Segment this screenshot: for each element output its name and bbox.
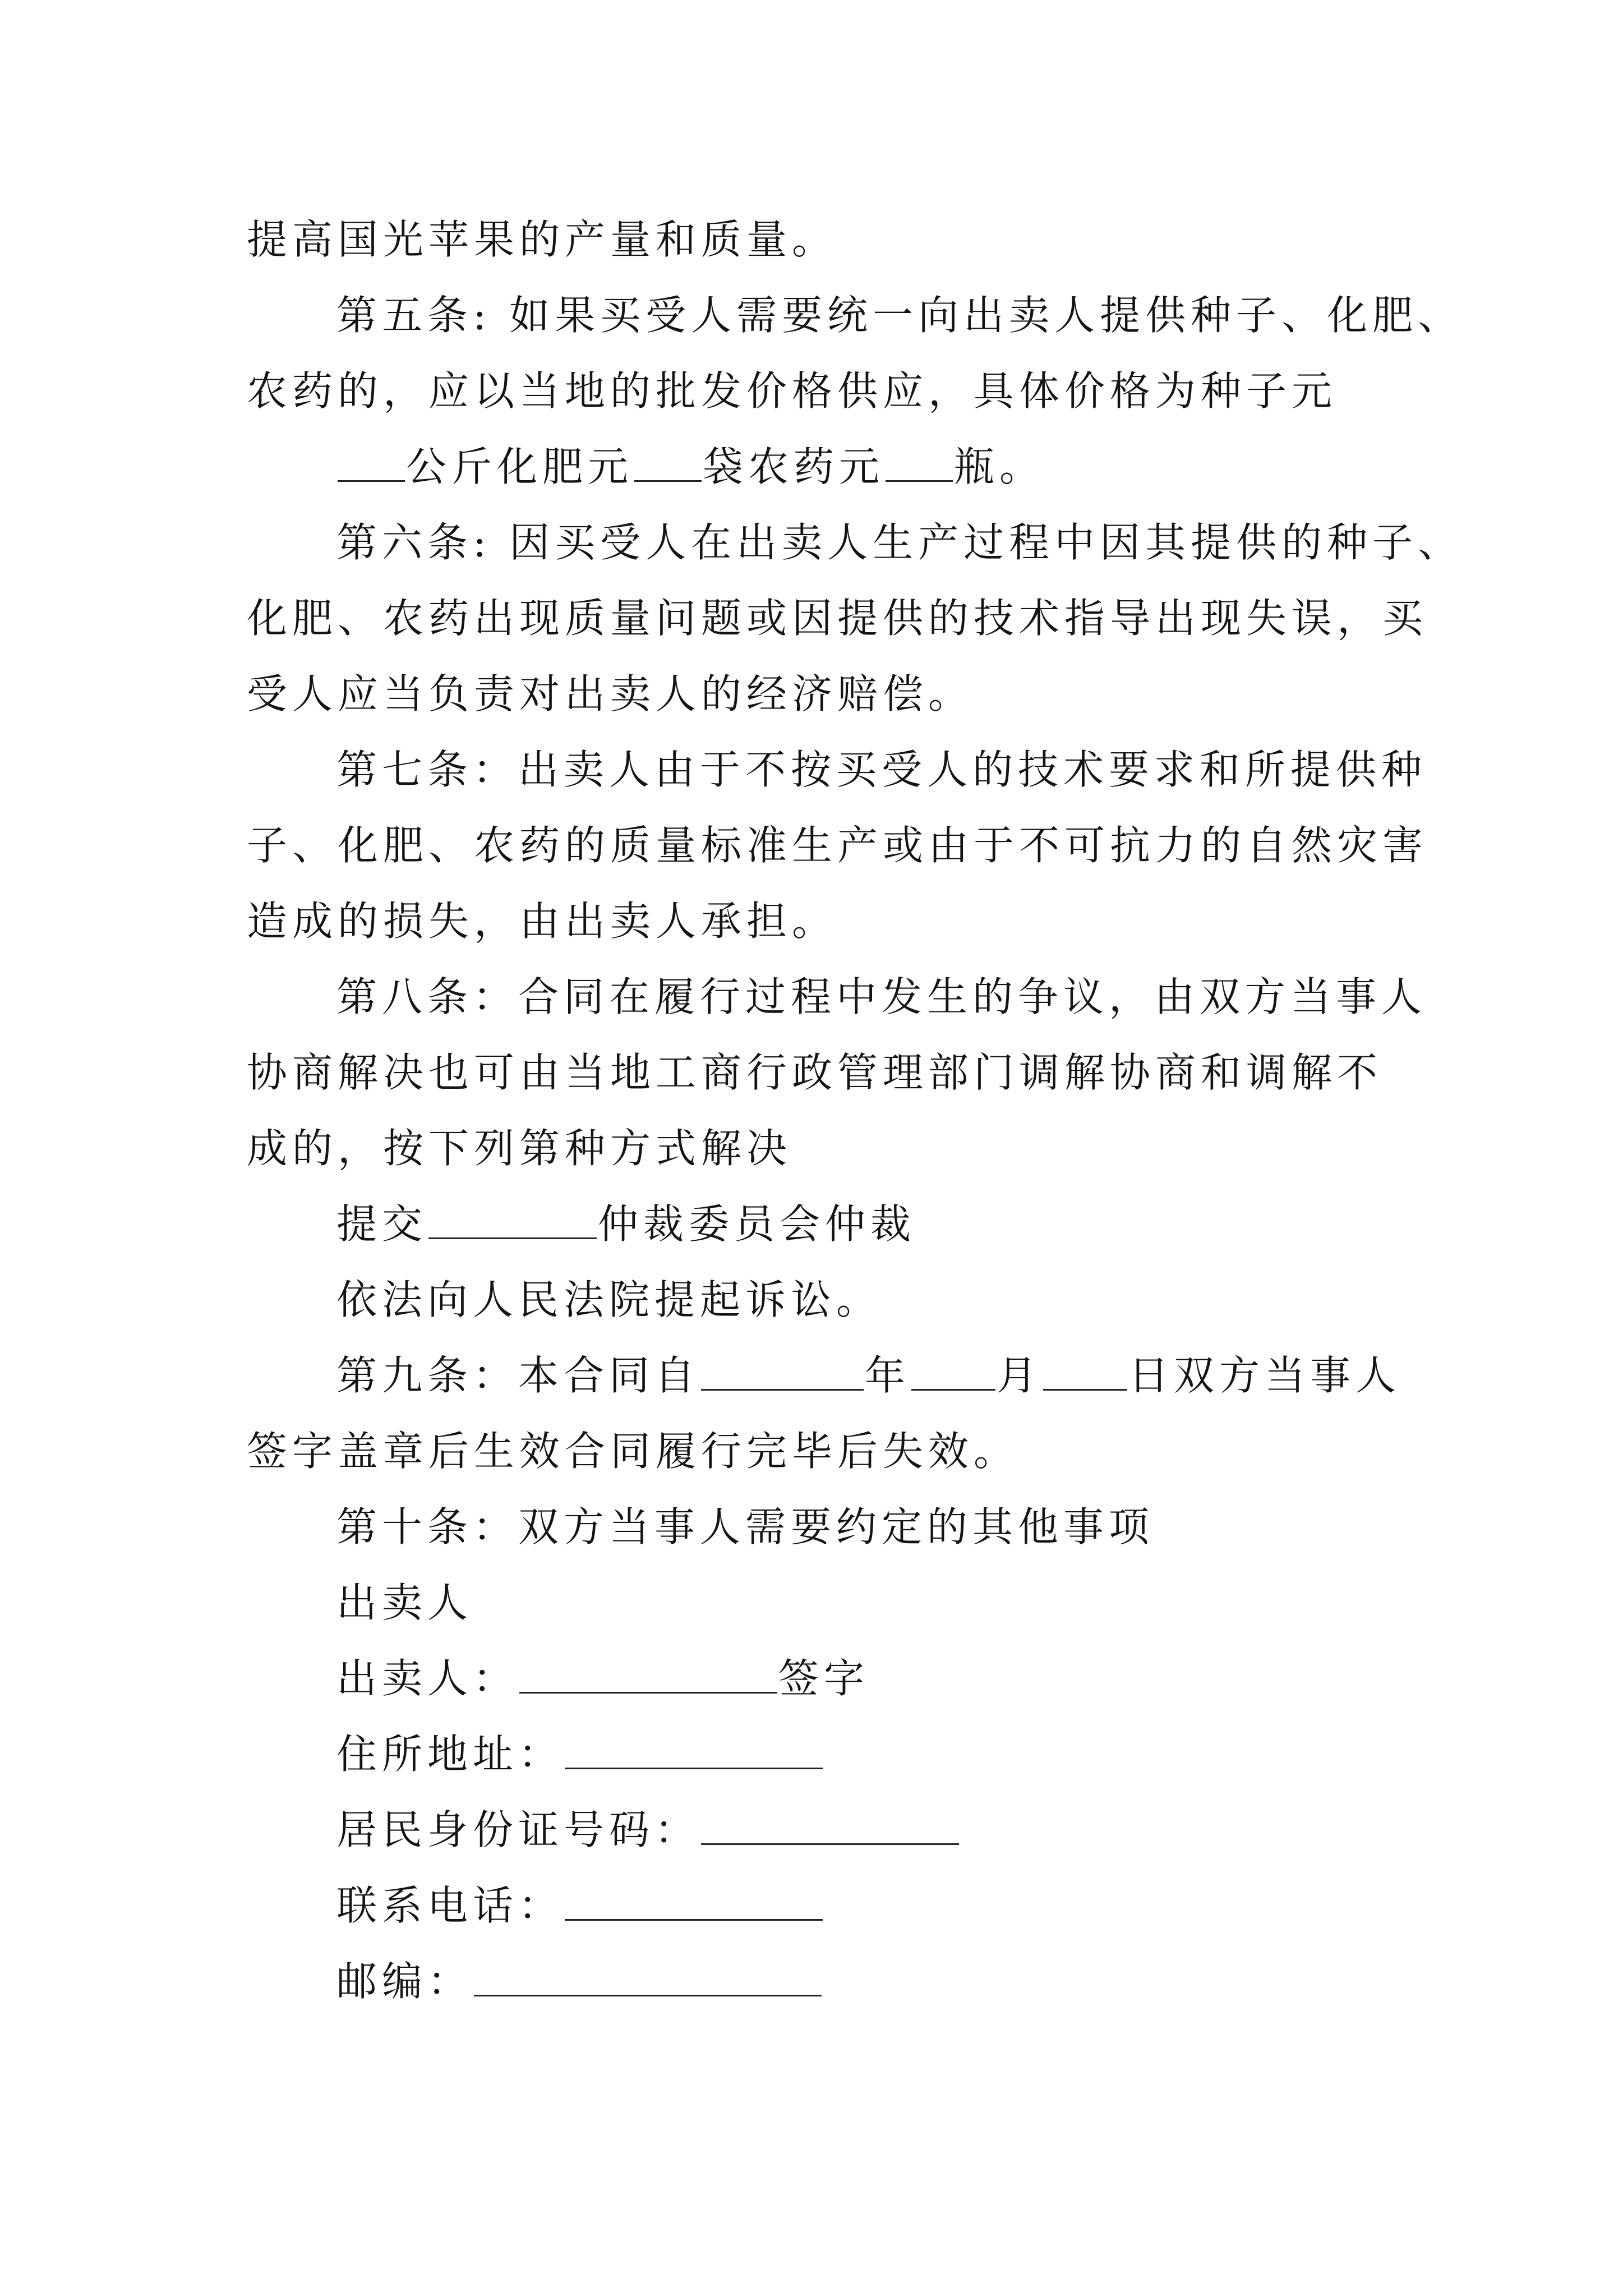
paragraph-line bbox=[247, 890, 837, 952]
paragraph-line bbox=[247, 1042, 1382, 1103]
blank-field bbox=[565, 1881, 823, 1921]
text: 公斤化肥元 bbox=[406, 443, 634, 490]
lawsuit-line bbox=[336, 1269, 882, 1331]
text: 袋农药元 bbox=[703, 443, 885, 490]
blank-field bbox=[474, 1957, 822, 1996]
text: 出卖人 bbox=[336, 1579, 473, 1626]
seller-heading bbox=[336, 1572, 473, 1634]
text: 化肥、农药出现质量问题或因提供的技术指导出现失误，买 bbox=[247, 595, 1428, 642]
blank-field bbox=[1043, 1351, 1127, 1391]
text: 第五条: 如果买受人需要统一向出卖人提供种子、化肥、 bbox=[336, 292, 1464, 339]
article-6-line bbox=[336, 512, 1463, 573]
paragraph-line bbox=[336, 436, 1045, 498]
blank-field bbox=[701, 1805, 959, 1845]
text: 第七条：出卖人由于不按买受人的技术要求和所提供种 bbox=[336, 746, 1427, 793]
text: 农药的，应以当地的批发价格供应，具体价格为种子元 bbox=[247, 367, 1338, 415]
address-line bbox=[336, 1723, 824, 1785]
text: 受人应当负责对出卖人的经济赔偿。 bbox=[247, 670, 974, 717]
blank-field bbox=[886, 442, 953, 482]
text: 年 bbox=[865, 1352, 911, 1399]
blank-field bbox=[428, 1199, 597, 1239]
blank-field bbox=[338, 442, 405, 482]
text: 第六条: 因买受人在出卖人生产过程中因其提供的种子、 bbox=[336, 519, 1464, 566]
text: 邮编： bbox=[336, 1958, 473, 2005]
article-8-line bbox=[336, 966, 1427, 1028]
phone-line bbox=[336, 1875, 824, 1936]
text: 签字 bbox=[778, 1655, 870, 1702]
article-10-line bbox=[336, 1496, 1154, 1558]
text: 子、化肥、农药的质量标准生产或由于不可抗力的自然灾害 bbox=[247, 822, 1428, 869]
text: 第九条：本合同自 bbox=[336, 1352, 700, 1399]
text: 第十条：双方当事人需要约定的其他事项 bbox=[336, 1503, 1155, 1550]
blank-field bbox=[911, 1351, 995, 1391]
text: 提交 bbox=[336, 1200, 428, 1248]
text: 月 bbox=[997, 1352, 1043, 1399]
paragraph-line bbox=[247, 1420, 1019, 1482]
text: 成的，按下列第种方式解决 bbox=[247, 1125, 792, 1172]
blank-field bbox=[701, 1351, 864, 1391]
seller-signature-line bbox=[336, 1648, 869, 1709]
article-9-line bbox=[336, 1345, 1401, 1406]
arbitration-line bbox=[336, 1193, 916, 1255]
text: 依法向人民法院提起诉讼。 bbox=[336, 1276, 882, 1323]
text: 出卖人： bbox=[336, 1655, 519, 1702]
text: 协商解决也可由当地工商行政管理部门调解协商和调解不 bbox=[247, 1049, 1383, 1096]
blank-field bbox=[634, 442, 702, 482]
paragraph-line bbox=[247, 209, 837, 270]
text: 签字盖章后生效合同履行完毕后失效。 bbox=[247, 1428, 1020, 1475]
postcode-line bbox=[336, 1950, 823, 2012]
id-number-line bbox=[336, 1799, 960, 1861]
text: 第八条：合同在履行过程中发生的争议，由双方当事人 bbox=[336, 973, 1427, 1020]
paragraph-line bbox=[247, 360, 1337, 422]
text: 联系电话： bbox=[336, 1882, 564, 1929]
paragraph-line bbox=[247, 815, 1428, 876]
text: 住所地址： bbox=[336, 1731, 564, 1778]
text: 居民身份证号码： bbox=[336, 1806, 700, 1853]
blank-field bbox=[519, 1654, 777, 1694]
text: 仲裁委员会仲裁 bbox=[598, 1200, 916, 1248]
text: 提高国光苹果的产量和质量。 bbox=[247, 216, 838, 263]
article-7-line bbox=[336, 739, 1427, 800]
text: 日双方当事人 bbox=[1128, 1352, 1401, 1399]
paragraph-line bbox=[247, 587, 1428, 649]
text: 造成的损失，由出卖人承担。 bbox=[247, 898, 838, 945]
text: 瓶。 bbox=[954, 443, 1045, 490]
blank-field bbox=[565, 1729, 823, 1769]
article-5-line bbox=[336, 284, 1463, 346]
paragraph-line bbox=[247, 663, 974, 725]
paragraph-line bbox=[247, 1117, 792, 1179]
